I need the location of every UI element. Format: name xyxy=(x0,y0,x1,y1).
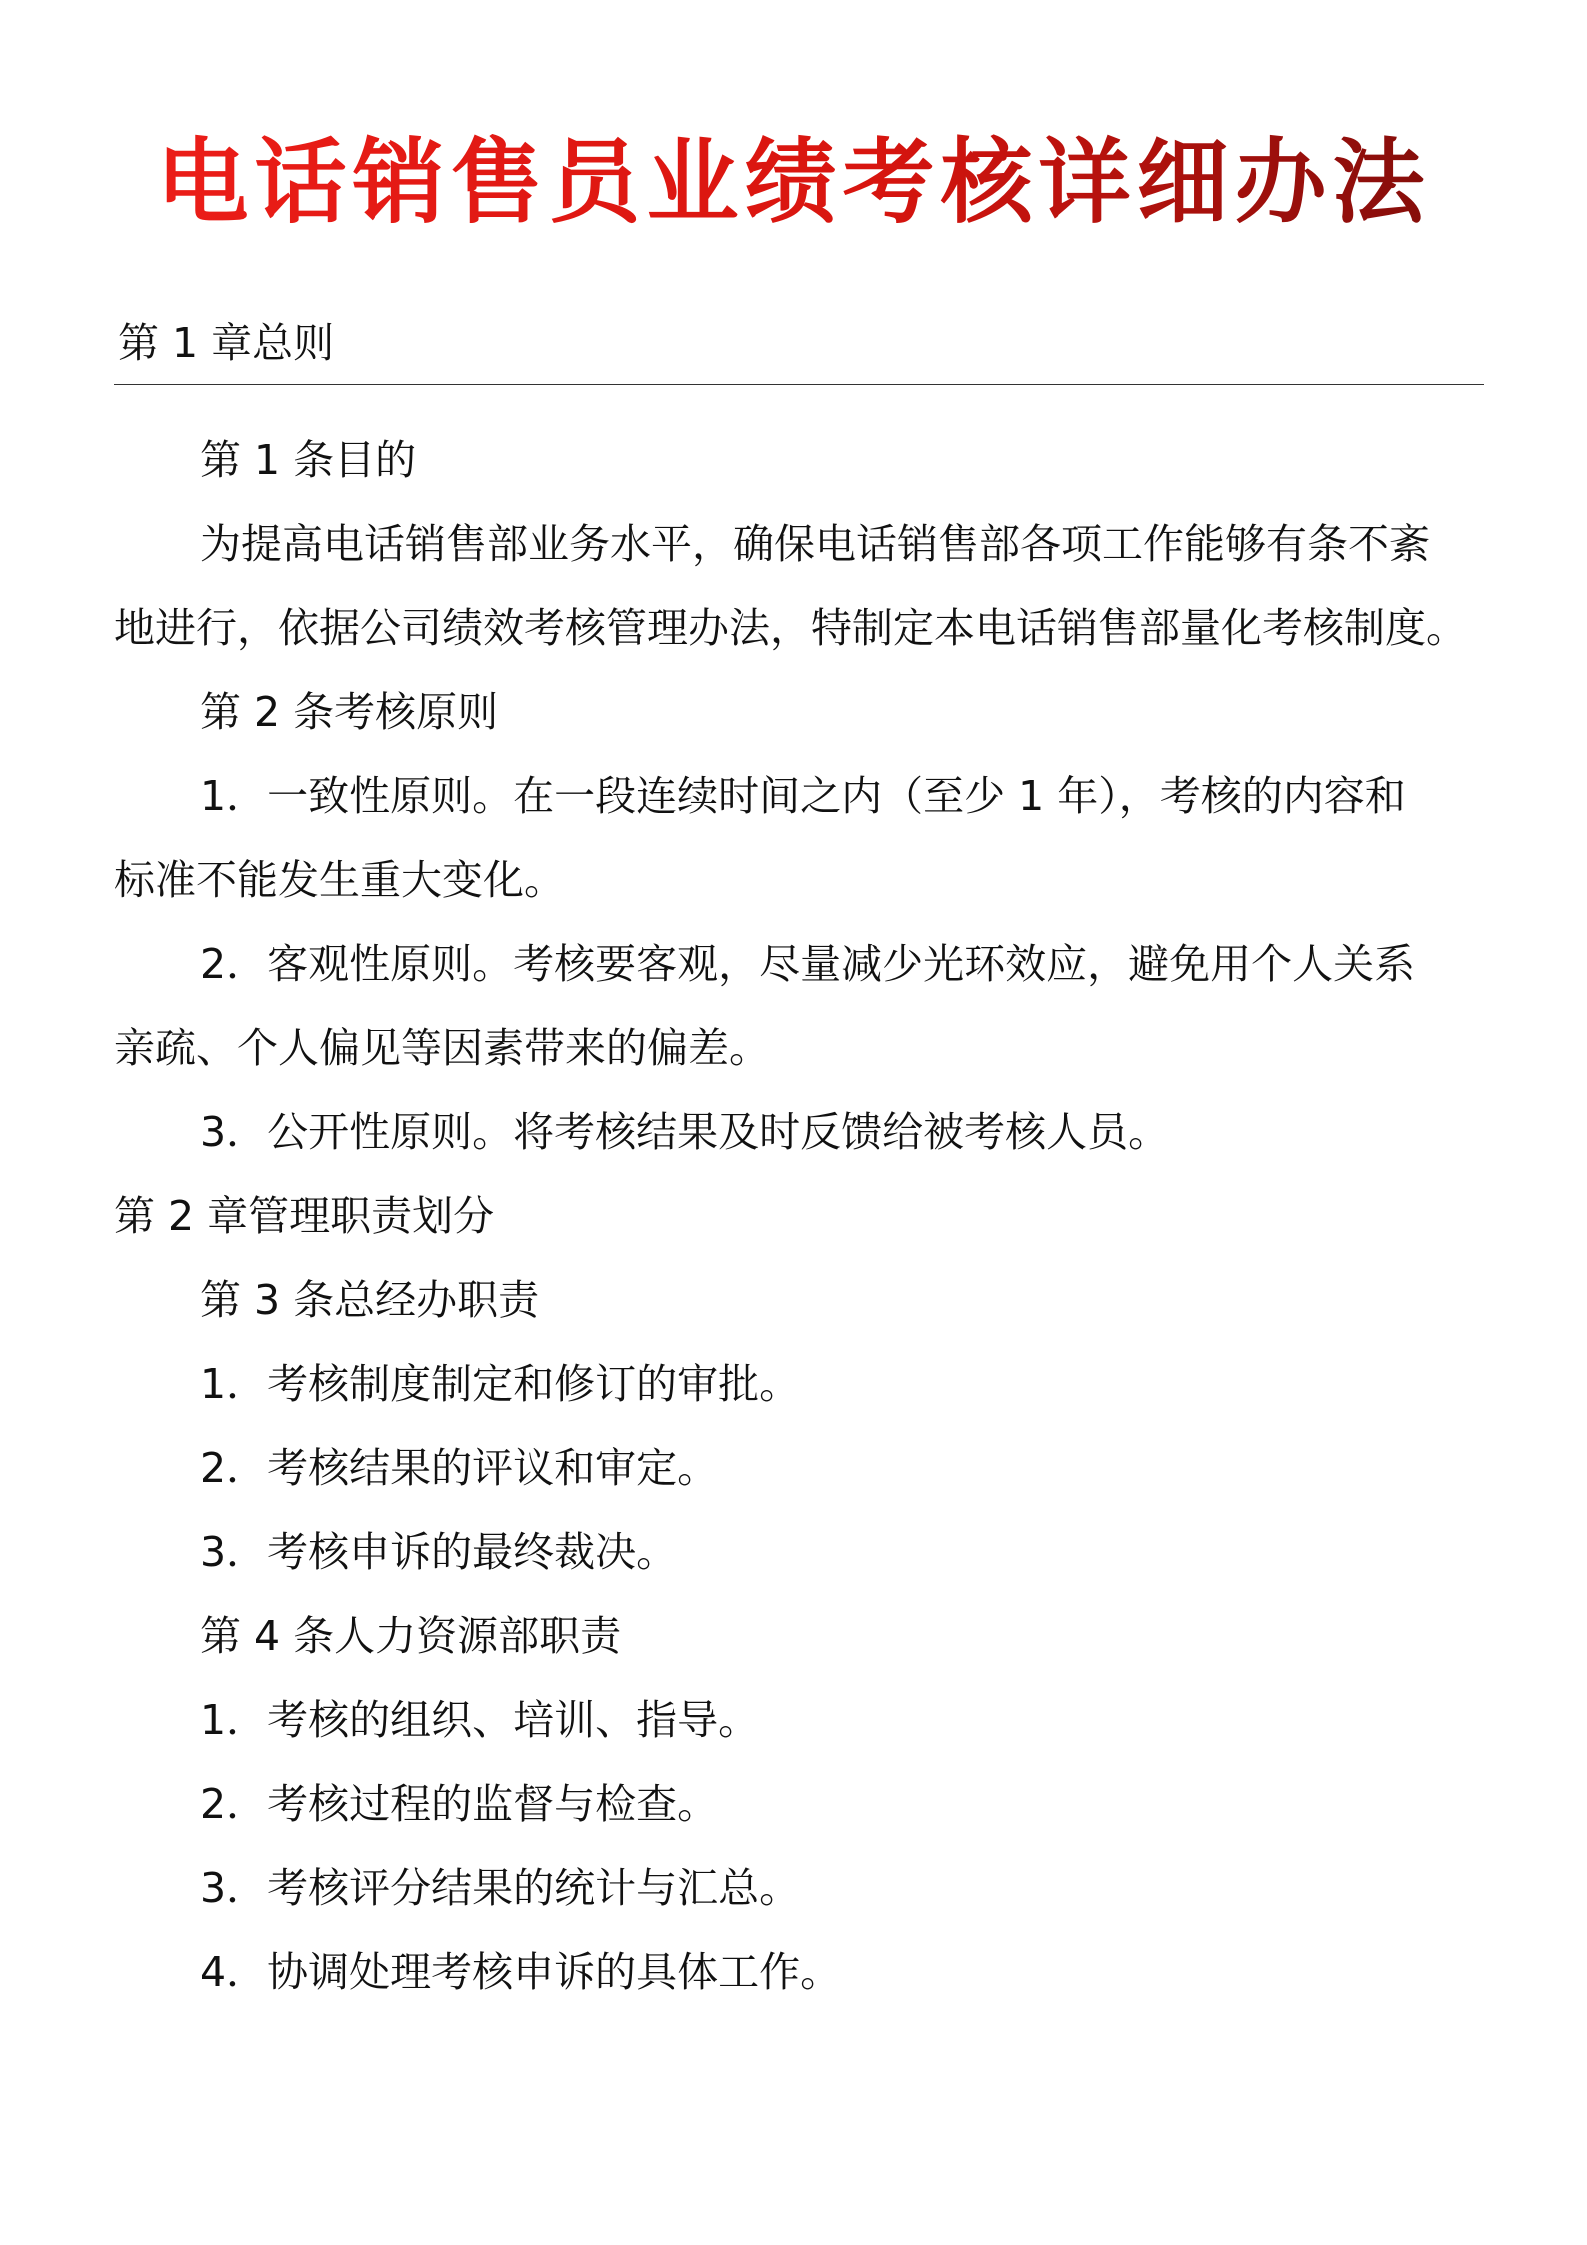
article-4-item-4: 4．协调处理考核申诉的具体工作。 xyxy=(200,1948,842,1996)
article-3-heading: 第 3 条总经办职责 xyxy=(200,1276,540,1324)
article-3-item-3: 3．考核申诉的最终裁决。 xyxy=(200,1528,678,1576)
article-3-item-1: 1．考核制度制定和修订的审批。 xyxy=(200,1360,801,1408)
article-4-heading: 第 4 条人力资源部职责 xyxy=(200,1612,622,1660)
article-1-text-line-2: 地进行，依据公司绩效考核管理办法，特制定本电话销售部量化考核制度。 xyxy=(114,604,1467,652)
chapter-1-heading: 第 1 章总则 xyxy=(118,319,335,367)
article-2-item-3: 3．公开性原则。将考核结果及时反馈给被考核人员。 xyxy=(200,1108,1170,1156)
article-2-item-1-line-2: 标准不能发生重大变化。 xyxy=(114,856,565,904)
article-1-heading: 第 1 条目的 xyxy=(200,436,417,484)
article-4-item-1: 1．考核的组织、培训、指导。 xyxy=(200,1696,760,1744)
article-2-item-1-line-1: 1．一致性原则。在一段连续时间之内（至少 1 年），考核的内容和 xyxy=(200,772,1406,820)
article-2-item-2-line-1: 2．客观性原则。考核要客观，尽量减少光环效应，避免用个人关系 xyxy=(200,940,1416,988)
article-2-item-2-line-2: 亲疏、个人偏见等因素带来的偏差。 xyxy=(114,1024,770,1072)
chapter-divider xyxy=(114,384,1484,385)
document-title: 电话销售员业绩考核详细办法 xyxy=(0,118,1587,248)
article-4-item-2: 2．考核过程的监督与检查。 xyxy=(200,1780,719,1828)
article-3-item-2: 2．考核结果的评议和审定。 xyxy=(200,1444,719,1492)
article-4-item-3: 3．考核评分结果的统计与汇总。 xyxy=(200,1864,801,1912)
article-2-heading: 第 2 条考核原则 xyxy=(200,688,499,736)
chapter-2-heading: 第 2 章管理职责划分 xyxy=(114,1192,495,1240)
article-1-text-line-1: 为提高电话销售部业务水平，确保电话销售部各项工作能够有条不紊 xyxy=(200,520,1430,568)
